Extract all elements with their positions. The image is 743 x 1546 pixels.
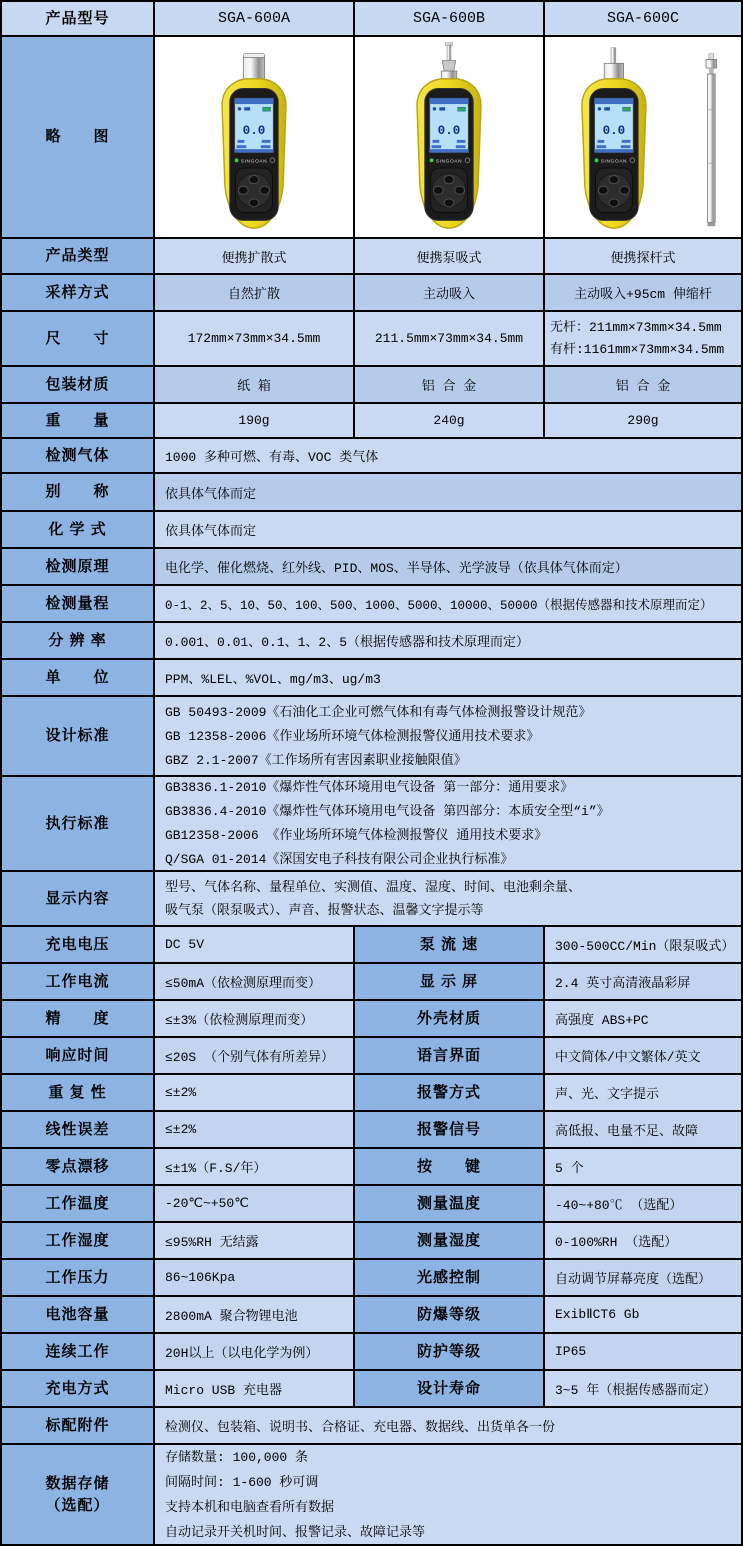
spec-row [2, 1260, 741, 1297]
row-value: ≤±2% [155, 1075, 355, 1110]
row-label: 测量温度 [355, 1186, 545, 1221]
row-label: 执行标准 [2, 777, 155, 870]
row-label: 防爆等级 [355, 1297, 545, 1332]
row-value: 声、光、文字提示 [545, 1075, 741, 1110]
row-value: 主动吸入 [355, 275, 545, 310]
row-label: 工作电流 [2, 964, 155, 999]
row-label: 化 学 式 [2, 512, 155, 547]
row-value: 依具体气体而定 [155, 512, 741, 547]
brand-logo: SINGOAN [435, 159, 463, 165]
row-value: 300-500CC/Min（限泵吸式） [545, 927, 741, 962]
row-label: 泵 流 速 [355, 927, 545, 962]
row-label: 显示内容 [2, 872, 155, 925]
spec-row [2, 1075, 741, 1112]
row-label: 单 位 [2, 660, 155, 695]
row-label: 连续工作 [2, 1334, 155, 1369]
spec-row [2, 1001, 741, 1038]
row-value: 自然扩散 [155, 275, 355, 310]
row-alias [2, 474, 741, 512]
row-value: 172mm×73mm×34.5mm [155, 312, 355, 365]
telescopic-rod [706, 54, 717, 227]
row-execution-standards [2, 777, 741, 872]
row-value: IP65 [545, 1334, 741, 1369]
row-detection-principle [2, 549, 741, 586]
row-value: 5 个 [545, 1149, 741, 1184]
row-value: 铝 合 金 [545, 367, 741, 402]
row-value: 2800mA 聚合物锂电池 [155, 1297, 355, 1332]
spec-row [2, 1112, 741, 1149]
row-value: GB 50493-2009《石油化工企业可燃气体和有毒气体检测报警设计规范》 GB 12358-2006《作业场所环境气体检测报警仪通用技术要求》 GBZ 2.1-2007《工作场所有害因素职业接触限值》 [155, 697, 741, 775]
row-label: 光感控制 [355, 1260, 545, 1295]
row-value: 3~5 年（根据传感器而定） [545, 1371, 741, 1406]
spec-row [2, 1223, 741, 1260]
row-value: 存储数量: 100,000 条 间隔时间: 1-600 秒可调 支持本机和电脑查看所有数据 自动记录开关机时间、报警记录、故障记录等 [155, 1445, 741, 1544]
row-label: 工作压力 [2, 1260, 155, 1295]
model-name-c: SGA-600C [545, 2, 741, 35]
row-value: ≤95%RH 无结露 [155, 1223, 355, 1258]
row-resolution [2, 623, 741, 660]
row-label: 充电电压 [2, 927, 155, 962]
row-value: GB3836.1-2010《爆炸性气体环境用电气设备 第一部分：通用要求》 GB3836.4-2010《爆炸性气体环境用电气设备 第四部分：本质安全型“i”》 GB12358-2006 《作业场所环境气体检测报警仪 通用技术要求》 Q/SGA 01-2014《深国安电子科技有限公司企业执行标准》 [155, 777, 741, 870]
row-unit [2, 660, 741, 697]
row-value: 便携泵吸式 [355, 239, 545, 273]
spec-row [2, 1371, 741, 1408]
row-value: 290g [545, 404, 741, 437]
pump-detector-illustration [355, 37, 543, 237]
row-value: 依具体气体而定 [155, 474, 741, 510]
row-value: 自动调节屏幕亮度（选配） [545, 1260, 741, 1295]
row-display-content [2, 872, 741, 927]
row-value: PPM、%LEL、%VOL、mg/m3、ug/m3 [155, 660, 741, 695]
row-accessories [2, 1408, 741, 1445]
spec-row [2, 1149, 741, 1186]
row-value: 纸 箱 [155, 367, 355, 402]
row-label: 产品类型 [2, 239, 155, 273]
row-label: 线性误差 [2, 1112, 155, 1147]
row-value: 中文简体/中文繁体/英文 [545, 1038, 741, 1073]
row-label: 工作湿度 [2, 1223, 155, 1258]
row-value: 高低报、电量不足、故障 [545, 1112, 741, 1147]
header-label: 产品型号 [2, 2, 155, 35]
row-weight [2, 404, 741, 439]
row-value: 0-1、2、5、10、50、100、500、1000、5000、10000、50000（根据传感器和技术原理而定） [155, 586, 741, 621]
row-label: 零点漂移 [2, 1149, 155, 1184]
row-label: 重 量 [2, 404, 155, 437]
row-value: -20℃~+50℃ [155, 1186, 355, 1221]
row-value: ≤±1%（F.S/年） [155, 1149, 355, 1184]
diffusion-detector-illustration [155, 37, 353, 237]
row-value: ≤20S （个别气体有所差异） [155, 1038, 355, 1073]
header-row [2, 2, 741, 37]
row-value: 主动吸入+95cm 伸缩杆 [545, 275, 741, 310]
row-packaging [2, 367, 741, 404]
row-label: 重 复 性 [2, 1075, 155, 1110]
row-chemical-formula [2, 512, 741, 549]
row-label: 显 示 屏 [355, 964, 545, 999]
row-label: 防护等级 [355, 1334, 545, 1369]
screen-reading: 0.0 [242, 124, 266, 139]
row-design-standards [2, 697, 741, 777]
row-label: 包装材质 [2, 367, 155, 402]
row-value: ≤±2% [155, 1112, 355, 1147]
row-value: 1000 多种可燃、有毒、VOC 类气体 [155, 439, 741, 472]
device-b-image [355, 37, 545, 237]
probe-detector-illustration [545, 37, 741, 237]
row-value: 无杆：211mm×73mm×34.5mm 有杆:1161mm×73mm×34.5mm [545, 312, 741, 365]
row-label: 电池容量 [2, 1297, 155, 1332]
power-led [235, 158, 239, 162]
row-value: 211.5mm×73mm×34.5mm [355, 312, 545, 365]
row-label: 精 度 [2, 1001, 155, 1036]
row-label: 报警信号 [355, 1112, 545, 1147]
row-data-storage [2, 1445, 741, 1544]
spec-row [2, 1334, 741, 1371]
row-label: 别 称 [2, 474, 155, 510]
power-led [595, 158, 599, 162]
row-detected-gas [2, 439, 741, 474]
device-c-image [545, 37, 741, 237]
brand-logo: SINGOAN [240, 159, 268, 165]
row-label: 按 键 [355, 1149, 545, 1184]
row-label: 测量湿度 [355, 1223, 545, 1258]
row-value: Micro USB 充电器 [155, 1371, 355, 1406]
row-label: 标配附件 [2, 1408, 155, 1443]
row-value: 型号、气体名称、量程单位、实测值、温度、湿度、时间、电池剩余量、 吸气泵（限泵吸式）、声音、报警状态、温馨文字提示等 [155, 872, 741, 925]
row-value: 86~106Kpa [155, 1260, 355, 1295]
row-label: 采样方式 [2, 275, 155, 310]
row-label: 数据存储 （选配） [2, 1445, 155, 1544]
spec-row [2, 1186, 741, 1223]
row-value: 便携扩散式 [155, 239, 355, 273]
model-name-a: SGA-600A [155, 2, 355, 35]
row-detection-range [2, 586, 741, 623]
row-value: 20H以上（以电化学为例） [155, 1334, 355, 1369]
sketch-label: 略 图 [2, 37, 155, 237]
row-label: 检测量程 [2, 586, 155, 621]
row-label: 分 辨 率 [2, 623, 155, 658]
row-value: 检测仪、包装箱、说明书、合格证、充电器、数据线、出货单各一份 [155, 1408, 741, 1443]
spec-row [2, 927, 741, 964]
row-label: 检测气体 [2, 439, 155, 472]
power-led [430, 158, 434, 162]
row-label: 检测原理 [2, 549, 155, 584]
row-value: 240g [355, 404, 545, 437]
row-value: 0.001、0.01、0.1、1、2、5（根据传感器和技术原理而定） [155, 623, 741, 658]
sketch-row [2, 37, 741, 239]
row-value: DC 5V [155, 927, 355, 962]
device-a-image [155, 37, 355, 237]
row-label: 工作温度 [2, 1186, 155, 1221]
row-value: 190g [155, 404, 355, 437]
row-label: 报警方式 [355, 1075, 545, 1110]
row-label: 设计寿命 [355, 1371, 545, 1406]
screen-reading: 0.0 [437, 124, 461, 139]
row-label: 充电方式 [2, 1371, 155, 1406]
row-product-type [2, 239, 741, 275]
row-sampling-method [2, 275, 741, 312]
screen-reading: 0.0 [602, 124, 626, 139]
row-dimensions [2, 312, 741, 367]
row-value: 便携探杆式 [545, 239, 741, 273]
row-value: 0-100%RH （选配） [545, 1223, 741, 1258]
row-label: 尺 寸 [2, 312, 155, 365]
spec-row [2, 1297, 741, 1334]
row-value: 铝 合 金 [355, 367, 545, 402]
row-value: 电化学、催化燃烧、红外线、PID、MOS、半导体、光学波导（依具体气体而定） [155, 549, 741, 584]
spec-row [2, 964, 741, 1001]
brand-logo: SINGOAN [600, 159, 628, 165]
row-value: ≤±3%（依检测原理而变） [155, 1001, 355, 1036]
row-label: 设计标准 [2, 697, 155, 775]
row-label: 响应时间 [2, 1038, 155, 1073]
row-value: -40~+80℃ （选配） [545, 1186, 741, 1221]
model-name-b: SGA-600B [355, 2, 545, 35]
spec-row [2, 1038, 741, 1075]
row-value: 高强度 ABS+PC [545, 1001, 741, 1036]
row-value: 2.4 英寸高清液晶彩屏 [545, 964, 741, 999]
row-label: 外壳材质 [355, 1001, 545, 1036]
row-value: ≤50mA（依检测原理而变） [155, 964, 355, 999]
row-value: ExibⅡCT6 Gb [545, 1297, 741, 1332]
row-label: 语言界面 [355, 1038, 545, 1073]
